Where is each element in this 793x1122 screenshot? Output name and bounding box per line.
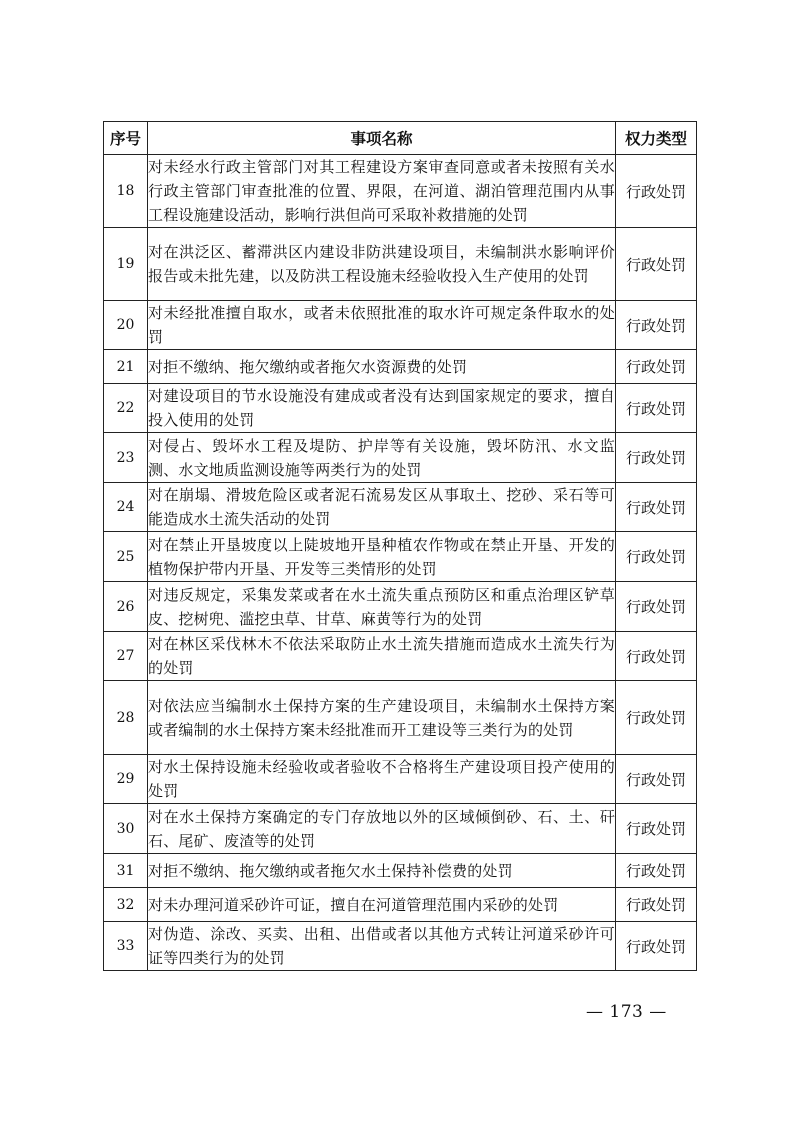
table-row <box>104 755 697 804</box>
power-type: 行政处罚 <box>616 532 697 582</box>
table-row <box>104 301 697 350</box>
row-number: 23 <box>104 433 148 483</box>
power-type: 行政处罚 <box>616 632 697 681</box>
table-row <box>104 804 697 854</box>
row-number: 30 <box>104 804 148 854</box>
column-header-power-type: 权力类型 <box>616 122 697 155</box>
table-row <box>104 632 697 681</box>
row-number: 26 <box>104 582 148 632</box>
table-row <box>104 155 697 228</box>
item-name: 对拒不缴纳、拖欠缴纳或者拖欠水资源费的处罚 <box>148 350 616 384</box>
item-name: 对依法应当编制水土保持方案的生产建设项目，未编制水土保持方案或者编制的水土保持方案未经批准而开工建设等三类行为的处罚 <box>148 681 616 755</box>
column-header-number: 序号 <box>104 122 148 155</box>
row-number: 31 <box>104 854 148 888</box>
item-name: 对在林区采伐林木不依法采取防止水土流失措施而造成水土流失行为的处罚 <box>148 632 616 681</box>
administrative-penalty-table <box>103 121 697 971</box>
item-name: 对侵占、毁坏水工程及堤防、护岸等有关设施，毁坏防汛、水文监测、水文地质监测设施等两类行为的处罚 <box>148 433 616 483</box>
row-number: 28 <box>104 681 148 755</box>
row-number: 24 <box>104 483 148 532</box>
item-name: 对在崩塌、滑坡危险区或者泥石流易发区从事取土、挖砂、采石等可能造成水土流失活动的处罚 <box>148 483 616 532</box>
item-name: 对未经水行政主管部门对其工程建设方案审查同意或者未按照有关水行政主管部门审查批准的位置、界限，在河道、湖泊管理范围内从事工程设施建设活动，影响行洪但尚可采取补救措施的处罚 <box>148 155 616 228</box>
row-number: 29 <box>104 755 148 804</box>
table-row <box>104 483 697 532</box>
power-type: 行政处罚 <box>616 155 697 228</box>
table-row <box>104 384 697 433</box>
power-type: 行政处罚 <box>616 854 697 888</box>
column-header-item-name: 事项名称 <box>148 122 616 155</box>
item-name: 对在禁止开垦坡度以上陡坡地开垦种植农作物或在禁止开垦、开发的植物保护带内开垦、开发等三类情形的处罚 <box>148 532 616 582</box>
item-name: 对违反规定，采集发菜或者在水土流失重点预防区和重点治理区铲草皮、挖树兜、滥挖虫草、甘草、麻黄等行为的处罚 <box>148 582 616 632</box>
row-number: 21 <box>104 350 148 384</box>
item-name: 对拒不缴纳、拖欠缴纳或者拖欠水土保持补偿费的处罚 <box>148 854 616 888</box>
table-row <box>104 582 697 632</box>
item-name: 对水土保持设施未经验收或者验收不合格将生产建设项目投产使用的处罚 <box>148 755 616 804</box>
table-row <box>104 888 697 922</box>
table-header-row <box>104 122 697 155</box>
power-type: 行政处罚 <box>616 483 697 532</box>
row-number: 18 <box>104 155 148 228</box>
item-name: 对在洪泛区、蓄滞洪区内建设非防洪建设项目，未编制洪水影响评价报告或未批先建，以及防洪工程设施未经验收投入生产使用的处罚 <box>148 228 616 301</box>
row-number: 32 <box>104 888 148 922</box>
power-type: 行政处罚 <box>616 888 697 922</box>
table-row <box>104 532 697 582</box>
power-type: 行政处罚 <box>616 301 697 350</box>
table-row <box>104 350 697 384</box>
row-number: 22 <box>104 384 148 433</box>
power-type: 行政处罚 <box>616 350 697 384</box>
power-type: 行政处罚 <box>616 804 697 854</box>
table-body <box>104 155 697 971</box>
power-type: 行政处罚 <box>616 582 697 632</box>
row-number: 25 <box>104 532 148 582</box>
page-number: — 173 — <box>586 1002 667 1022</box>
power-type: 行政处罚 <box>616 384 697 433</box>
item-name: 对未办理河道采砂许可证，擅自在河道管理范围内采砂的处罚 <box>148 888 616 922</box>
item-name: 对未经批准擅自取水，或者未依照批准的取水许可规定条件取水的处罚 <box>148 301 616 350</box>
table-row <box>104 681 697 755</box>
table-row <box>104 228 697 301</box>
table-row <box>104 922 697 971</box>
row-number: 27 <box>104 632 148 681</box>
power-type: 行政处罚 <box>616 922 697 971</box>
table-row <box>104 854 697 888</box>
table-row <box>104 433 697 483</box>
row-number: 19 <box>104 228 148 301</box>
row-number: 20 <box>104 301 148 350</box>
power-type: 行政处罚 <box>616 681 697 755</box>
power-type: 行政处罚 <box>616 755 697 804</box>
row-number: 33 <box>104 922 148 971</box>
item-name: 对伪造、涂改、买卖、出租、出借或者以其他方式转让河道采砂许可证等四类行为的处罚 <box>148 922 616 971</box>
item-name: 对在水土保持方案确定的专门存放地以外的区域倾倒砂、石、土、矸石、尾矿、废渣等的处罚 <box>148 804 616 854</box>
power-type: 行政处罚 <box>616 228 697 301</box>
power-type: 行政处罚 <box>616 433 697 483</box>
item-name: 对建设项目的节水设施没有建成或者没有达到国家规定的要求，擅自投入使用的处罚 <box>148 384 616 433</box>
